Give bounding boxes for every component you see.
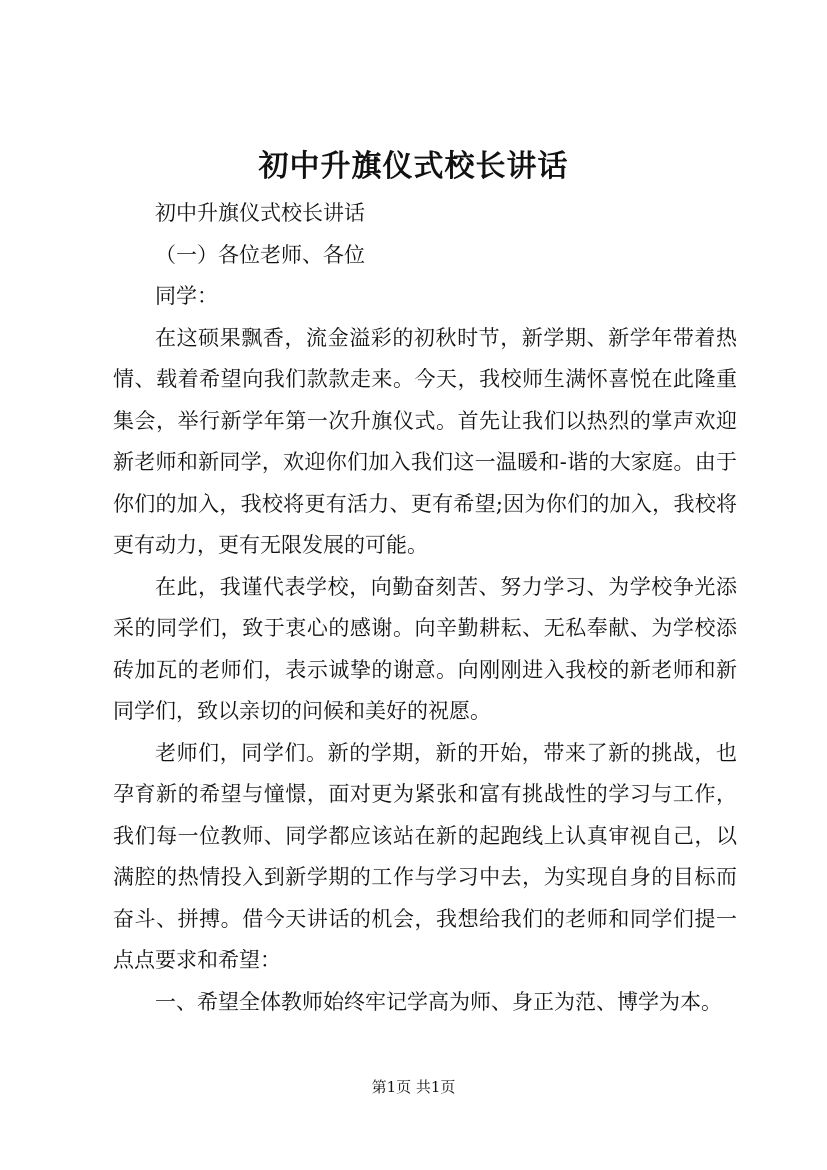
paragraph-thanks: 在此，我谨代表学校，向勤奋刻苦、努力学习、为学校争光添采的同学们，致于衷心的感谢。向辛勤耕耘、无私奉献、为学校添砖加瓦的老师们，表示诚挚的谢意。向刚刚进入我校的新老师和新同学们，致以亲切的问候和美好的祝愿。 [113,574,737,723]
paragraph-teacher-expectation: 一、希望全体教师始终牢记学高为师、身正为范、博学为本。 [155,989,722,1014]
document-body [113,193,737,1023]
paragraph-new-semester: 老师们，同学们。新的学期，新的开始，带来了新的挑战，也孕育新的希望与憧憬，面对更为紧张和富有挑战性的学习与工作，我们每一位教师、同学都应该站在新的起跑线上认真审视自己，以满腔的热情投入到新学期的工作与学习中去，为实现自身的目标而奋斗、拼搏。借今天讲话的机会，我想给我们的老师和同学们提一点点要求和希望： [113,740,737,972]
paragraph-salutation-1: （一）各位老师、各位 [155,242,365,267]
paragraph-salutation-2: 同学： [155,284,218,308]
paragraph-subtitle: 初中升旗仪式校长讲话 [155,201,365,225]
paragraph-opening: 在这硕果飘香，流金溢彩的初秋时节，新学期、新学年带着热情、载着希望向我们款款走来。今天，我校师生满怀喜悦在此隆重集会，举行新学年第一次升旗仪式。首先让我们以热烈的掌声欢迎新老师和新同学，欢迎你们加入我们这一温暖和-谐的大家庭。由于你们的加入，我校将更有活力、更有希望;因为你们的加入，我校将更有动力，更有无限发展的可能。 [113,325,737,557]
page-footer: 第1页 共1页 [371,1078,456,1096]
document-title: 初中升旗仪式校长讲话 [258,149,569,184]
